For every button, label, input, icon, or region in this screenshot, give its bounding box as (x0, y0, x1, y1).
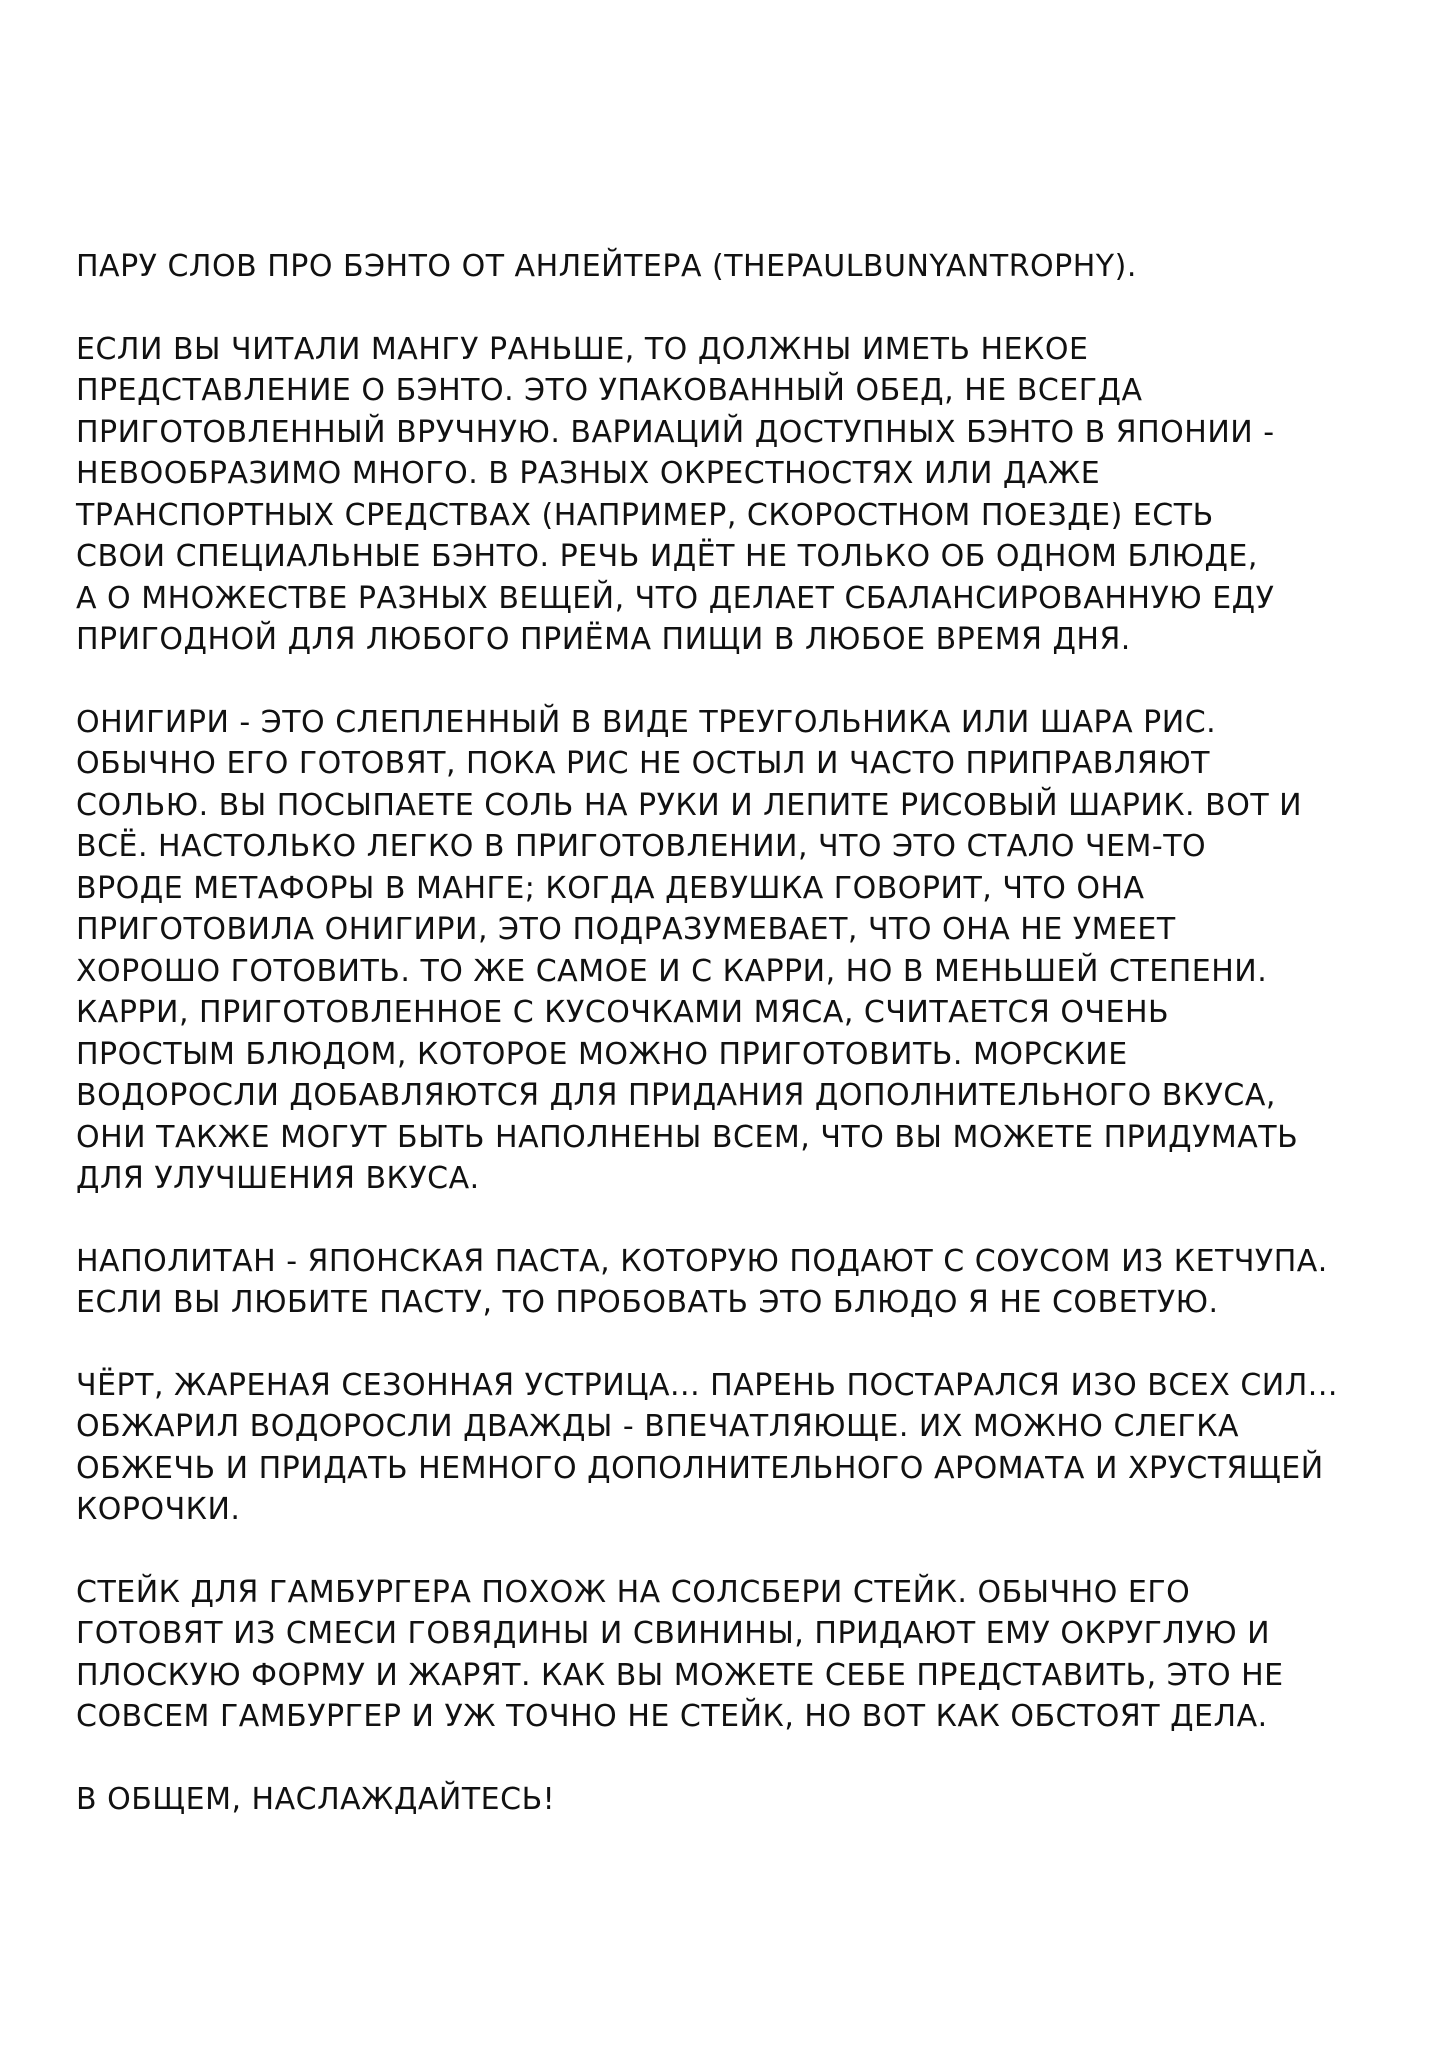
text-line: А О МНОЖЕСТВЕ РАЗНЫХ ВЕЩЕЙ, ЧТО ДЕЛАЕТ СБАЛАНСИРОВАННУЮ ЕДУ (76, 580, 1275, 616)
paragraph-napolitan (76, 1241, 1376, 1324)
text-line: СОЛЬЮ. ВЫ ПОСЫПАЕТЕ СОЛЬ НА РУКИ И ЛЕПИТЕ РИСОВЫЙ ШАРИК. ВОТ И (76, 787, 1303, 823)
text-line: ЕСЛИ ВЫ ЧИТАЛИ МАНГУ РАНЬШЕ, ТО ДОЛЖНЫ ИМЕТЬ НЕКОЕ (76, 331, 1089, 367)
text-line: СОВСЕМ ГАМБУРГЕР И УЖ ТОЧНО НЕ СТЕЙК, НО ВОТ КАК ОБСТОЯТ ДЕЛА. (76, 1699, 1268, 1734)
text-line: ОБЖЕЧЬ И ПРИДАТЬ НЕМНОГО ДОПОЛНИТЕЛЬНОГО АРОМАТА И ХРУСТЯЩЕЙ (76, 1450, 1324, 1486)
text-line: ЧЁРТ, ЖАРЕНАЯ СЕЗОННАЯ УСТРИЦА... ПАРЕНЬ ПОСТАРАЛСЯ ИЗО ВСЕХ СИЛ... (76, 1367, 1338, 1403)
text-line: ПРИГОТОВЛЕННЫЙ ВРУЧНУЮ. ВАРИАЦИЙ ДОСТУПНЫХ БЭНТО В ЯПОНИИ - (76, 414, 1275, 450)
text-line: ХОРОШО ГОТОВИТЬ. ТО ЖЕ САМОЕ И С КАРРИ, НО В МЕНЬШЕЙ СТЕПЕНИ. (76, 953, 1268, 989)
paragraph-heading (76, 246, 1376, 288)
text-line: ОБЖАРИЛ ВОДОРОСЛИ ДВАЖДЫ - ВПЕЧАТЛЯЮЩЕ. ИХ МОЖНО СЛЕГКА (76, 1409, 1240, 1444)
text-line: ГОТОВЯТ ИЗ СМЕСИ ГОВЯДИНЫ И СВИНИНЫ, ПРИДАЮТ ЕМУ ОКРУГЛУЮ И (76, 1616, 1271, 1651)
text-line: НАПОЛИТАН - ЯПОНСКАЯ ПАСТА, КОТОРУЮ ПОДАЮТ С СОУСОМ ИЗ КЕТЧУПА. (76, 1243, 1328, 1279)
translator-note-text (76, 246, 1376, 1861)
text-line: ПРЕДСТАВЛЕНИЕ О БЭНТО. ЭТО УПАКОВАННЫЙ ОБЕД, НЕ ВСЕГДА (76, 373, 1143, 408)
text-line: ЕСЛИ ВЫ ЛЮБИТЕ ПАСТУ, ТО ПРОБОВАТЬ ЭТО БЛЮДО Я НЕ СОВЕТУЮ. (76, 1285, 1219, 1320)
paragraph-onigiri (76, 702, 1376, 1200)
paragraph-closing (76, 1779, 1376, 1821)
text-line: ПЛОСКУЮ ФОРМУ И ЖАРЯТ. КАК ВЫ МОЖЕТЕ СЕБЕ ПРЕДСТАВИТЬ, ЭТО НЕ (76, 1657, 1284, 1693)
text-line: В ОБЩЕМ, НАСЛАЖДАЙТЕСЬ! (76, 1781, 556, 1817)
text-line: КОРОЧКИ. (76, 1492, 241, 1527)
paragraph-oyster (76, 1365, 1376, 1531)
text-line: ПАРУ СЛОВ ПРО БЭНТО ОТ АНЛЕЙТЕРА (THEPAULBUNYANTROPHY). (76, 249, 1137, 284)
text-line: ПРИГОТОВИЛА ОНИГИРИ, ЭТО ПОДРАЗУМЕВАЕТ, ЧТО ОНА НЕ УМЕЕТ (76, 912, 1176, 947)
text-line: ВРОДЕ МЕТАФОРЫ В МАНГЕ; КОГДА ДЕВУШКА ГОВОРИТ, ЧТО ОНА (76, 870, 1145, 906)
text-line: СТЕЙК ДЛЯ ГАМБУРГЕРА ПОХОЖ НА СОЛСБЕРИ СТЕЙК. ОБЫЧНО ЕГО (76, 1574, 1191, 1610)
text-line: ВСЁ. НАСТОЛЬКО ЛЕГКО В ПРИГОТОВЛЕНИИ, ЧТО ЭТО СТАЛО ЧЕМ-ТО (76, 829, 1207, 864)
text-line: СВОИ СПЕЦИАЛЬНЫЕ БЭНТО. РЕЧЬ ИДЁТ НЕ ТОЛЬКО ОБ ОДНОМ БЛЮДЕ, (76, 539, 1258, 574)
text-line: ОНИГИРИ - ЭТО СЛЕПЛЕННЫЙ В ВИДЕ ТРЕУГОЛЬНИКА ИЛИ ШАРА РИС. (76, 704, 1217, 740)
text-line: ОНИ ТАКЖЕ МОГУТ БЫТЬ НАПОЛНЕНЫ ВСЕМ, ЧТО ВЫ МОЖЕТЕ ПРИДУМАТЬ (76, 1119, 1299, 1155)
text-line: ОБЫЧНО ЕГО ГОТОВЯТ, ПОКА РИС НЕ ОСТЫЛ И ЧАСТО ПРИПРАВЛЯЮТ (76, 746, 1211, 781)
text-line: НЕВООБРАЗИМО МНОГО. В РАЗНЫХ ОКРЕСТНОСТЯХ ИЛИ ДАЖЕ (76, 456, 1101, 491)
paragraph-hamburger-steak (76, 1572, 1376, 1738)
text-line: ВОДОРОСЛИ ДОБАВЛЯЮТСЯ ДЛЯ ПРИДАНИЯ ДОПОЛНИТЕЛЬНОГО ВКУСА, (76, 1078, 1276, 1113)
paragraph-bento (76, 329, 1376, 661)
text-line: ТРАНСПОРТНЫХ СРЕДСТВАХ (НАПРИМЕР, СКОРОСТНОМ ПОЕЗДЕ) ЕСТЬ (76, 497, 1214, 533)
text-line: КАРРИ, ПРИГОТОВЛЕННОЕ С КУСОЧКАМИ МЯСА, СЧИТАЕТСЯ ОЧЕНЬ (76, 995, 1170, 1030)
text-line: ДЛЯ УЛУЧШЕНИЯ ВКУСА. (76, 1161, 480, 1196)
text-line: ПРИГОДНОЙ ДЛЯ ЛЮБОГО ПРИЁМА ПИЩИ В ЛЮБОЕ ВРЕМЯ ДНЯ. (76, 622, 1131, 657)
text-line: ПРОСТЫМ БЛЮДОМ, КОТОРОЕ МОЖНО ПРИГОТОВИТЬ. МОРСКИЕ (76, 1036, 1128, 1072)
